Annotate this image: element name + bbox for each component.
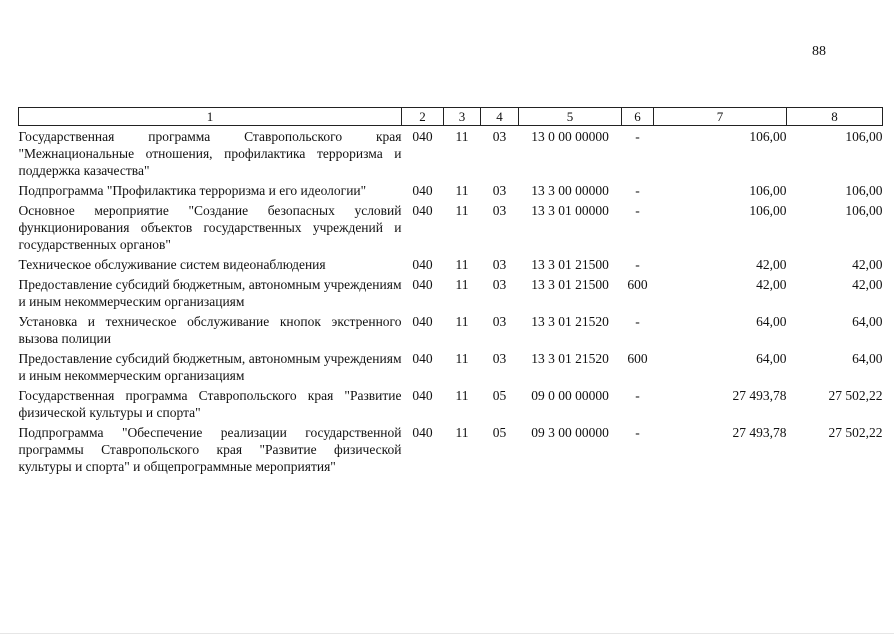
cell-section: 11 [455, 388, 469, 403]
cell-amount-2: 42,00 [852, 277, 883, 292]
column-header: 2 [402, 108, 444, 126]
cell-target: 09 0 00 00000 [531, 388, 609, 403]
cell-code: 040 [412, 183, 433, 198]
column-header: 6 [622, 108, 654, 126]
row-name: Государственная программа Ставропольского края "Развитие физической культуры и спорта" [18, 388, 402, 420]
table-row [19, 254, 883, 274]
cell-section: 11 [455, 425, 469, 440]
table-row [19, 200, 883, 254]
cell-amount-2: 64,00 [852, 314, 883, 329]
row-name: Государственная программа Ставропольского края "Межнациональные отношения, профилактика терроризма и поддержка казачества" [18, 129, 402, 178]
table-row [19, 274, 883, 311]
cell-amount-2: 42,00 [852, 257, 883, 272]
cell-code: 040 [412, 351, 433, 366]
column-header: 7 [654, 108, 787, 126]
cell-amount-2: 106,00 [845, 183, 883, 198]
cell-target: 13 3 00 00000 [531, 183, 609, 198]
table-row [19, 180, 883, 200]
cell-amount-1: 64,00 [756, 314, 787, 329]
cell-code: 040 [412, 203, 433, 218]
cell-amount-1: 106,00 [749, 183, 787, 198]
cell-target: 13 3 01 00000 [531, 203, 609, 218]
cell-expense-type: 600 [627, 277, 648, 292]
cell-target: 09 3 00 00000 [531, 425, 609, 440]
cell-amount-2: 106,00 [845, 203, 883, 218]
row-name: Основное мероприятие "Создание безопасных условий функционирования объектов государственных учреждений и государственных органов" [18, 203, 402, 252]
cell-subsection: 03 [492, 203, 507, 218]
cell-code: 040 [412, 277, 433, 292]
cell-section: 11 [455, 203, 469, 218]
cell-target: 13 3 01 21500 [531, 257, 609, 272]
row-name: Установка и техническое обслуживание кнопок экстренного вызова полиции [18, 314, 402, 346]
column-header: 8 [787, 108, 883, 126]
cell-amount-1: 27 493,78 [732, 425, 787, 440]
scan-edge-line [0, 633, 894, 634]
table-row [19, 126, 883, 181]
cell-subsection: 05 [492, 425, 507, 440]
row-name: Техническое обслуживание систем видеонаблюдения [18, 257, 326, 272]
cell-subsection: 03 [492, 351, 507, 366]
cell-code: 040 [412, 388, 433, 403]
cell-section: 11 [455, 277, 469, 292]
table-row [19, 311, 883, 348]
cell-amount-1: 42,00 [756, 277, 787, 292]
cell-subsection: 03 [492, 314, 507, 329]
cell-amount-1: 42,00 [756, 257, 787, 272]
cell-amount-2: 64,00 [852, 351, 883, 366]
cell-code: 040 [412, 425, 433, 440]
column-header: 5 [519, 108, 622, 126]
cell-code: 040 [412, 314, 433, 329]
page-number: 88 [812, 44, 826, 59]
cell-section: 11 [455, 257, 469, 272]
cell-expense-type: - [635, 183, 640, 198]
cell-amount-2: 106,00 [845, 129, 883, 144]
cell-subsection: 03 [492, 129, 507, 144]
cell-amount-1: 64,00 [756, 351, 787, 366]
cell-section: 11 [455, 314, 469, 329]
cell-code: 040 [412, 257, 433, 272]
cell-subsection: 03 [492, 257, 507, 272]
cell-expense-type: - [635, 314, 640, 329]
cell-target: 13 3 01 21500 [531, 277, 609, 292]
cell-subsection: 03 [492, 183, 507, 198]
cell-amount-1: 27 493,78 [732, 388, 787, 403]
table-row [19, 385, 883, 422]
table-row [19, 348, 883, 385]
cell-expense-type: - [635, 129, 640, 144]
cell-target: 13 3 01 21520 [531, 351, 609, 366]
cell-amount-1: 106,00 [749, 203, 787, 218]
cell-target: 13 0 00 00000 [531, 129, 609, 144]
cell-expense-type: 600 [627, 351, 648, 366]
cell-section: 11 [455, 351, 469, 366]
cell-subsection: 03 [492, 277, 507, 292]
row-name: Предоставление субсидий бюджетным, автономным учреждениям и иным некоммерческим организациям [18, 277, 402, 309]
table-row [19, 422, 883, 476]
row-name: Подпрограмма "Профилактика терроризма и его идеологии" [18, 183, 367, 198]
cell-subsection: 05 [492, 388, 507, 403]
row-name: Предоставление субсидий бюджетным, автономным учреждениям и иным некоммерческим организациям [18, 351, 402, 383]
column-header: 1 [19, 108, 402, 126]
cell-expense-type: - [635, 425, 640, 440]
column-header: 4 [481, 108, 519, 126]
budget-table [18, 107, 883, 476]
cell-amount-1: 106,00 [749, 129, 787, 144]
cell-section: 11 [455, 129, 469, 144]
column-header: 3 [444, 108, 481, 126]
row-name: Подпрограмма "Обеспечение реализации государственной программы Ставропольского края "Развитие физической культуры и спорта" и общепрограммные мероприятия" [18, 425, 402, 474]
cell-expense-type: - [635, 257, 640, 272]
cell-amount-2: 27 502,22 [828, 388, 883, 403]
cell-expense-type: - [635, 203, 640, 218]
table-header [19, 108, 883, 126]
cell-target: 13 3 01 21520 [531, 314, 609, 329]
cell-code: 040 [412, 129, 433, 144]
cell-expense-type: - [635, 388, 640, 403]
cell-section: 11 [455, 183, 469, 198]
cell-amount-2: 27 502,22 [828, 425, 883, 440]
